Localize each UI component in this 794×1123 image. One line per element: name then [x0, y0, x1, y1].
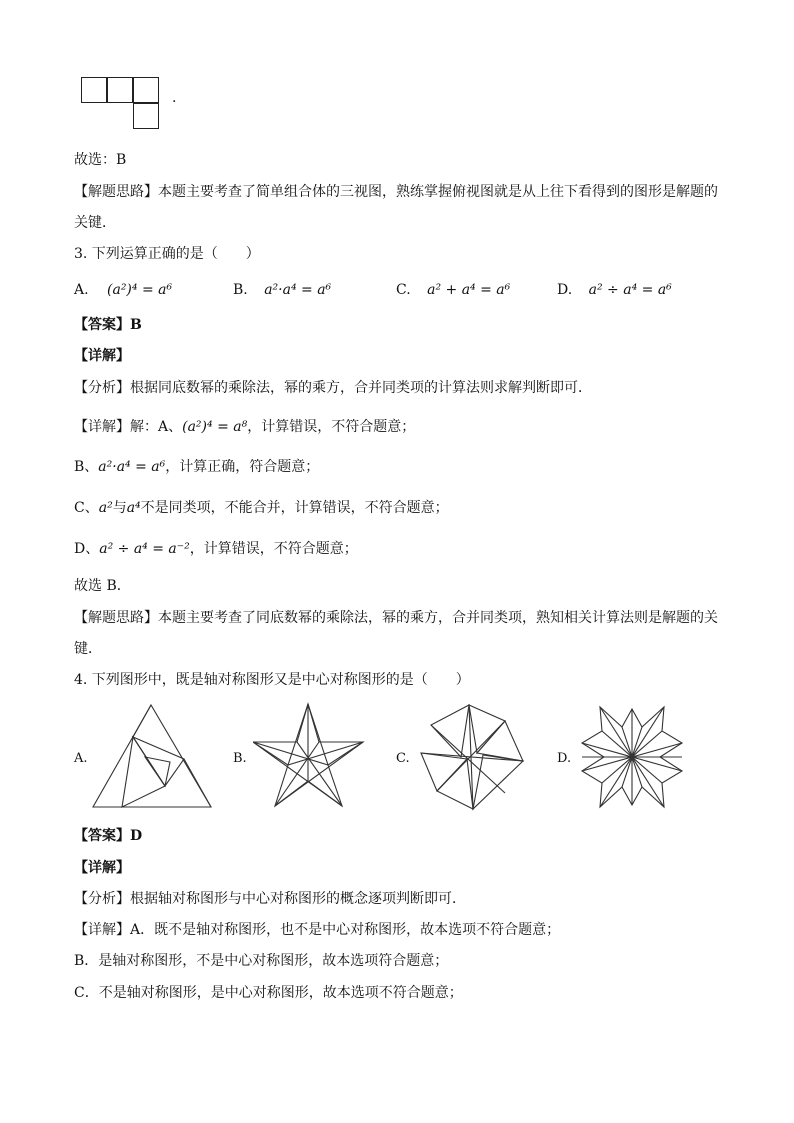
detail-tail: 不是同类项，不能合并，计算错误，不符合题意；	[140, 500, 449, 516]
q4-detail-c: C．不是轴对称图形，是中心对称图形，故本选项不符合题意；	[74, 985, 463, 1001]
figure-period: .	[172, 90, 177, 106]
figure-a-triangle	[90, 702, 215, 810]
q3-option-b	[233, 282, 331, 298]
grid-cell	[81, 77, 107, 103]
option-label: B.	[233, 282, 248, 298]
top-view-figure	[81, 77, 161, 129]
q3-choice: 故选 B．	[74, 578, 131, 594]
detail-tail: ，计算错误，不符合题意；	[247, 419, 416, 435]
grid-cell	[133, 77, 159, 103]
option-expr: (a²)⁴ = a⁶	[107, 282, 173, 298]
q3-option-a	[74, 282, 172, 298]
q2-tip-line1: 【解题思路】本题主要考查了简单组合体的三视图，熟练掌握俯视图就是从上往下看得到的图形是解题的	[74, 184, 718, 200]
q4-analysis: 【分析】根据轴对称图形与中心对称图形的概念逐项判断即可．	[74, 891, 466, 907]
detail-tail: ，计算正确，符合题意；	[165, 459, 320, 475]
blade-6	[421, 753, 467, 791]
outer-triangle	[93, 705, 211, 807]
q3-analysis: 【分析】根据同底数幂的乘除法，幂的乘方，合并同类项的计算法则求解判断即可．	[74, 380, 592, 396]
q4-detail-title: 【详解】	[74, 860, 130, 876]
q3-detail-c	[74, 498, 449, 518]
option-label: A.	[74, 282, 89, 298]
figure-d-star	[578, 703, 686, 811]
inner-triangle-2	[133, 737, 184, 786]
grid-cell	[133, 103, 159, 129]
q3-detail-b	[74, 457, 319, 477]
detail-prefix: D、	[74, 541, 100, 557]
q2-choice: 故选：B	[74, 152, 127, 168]
q4-detail-b: B．是轴对称图形，不是中心对称图形，故本选项符合题意；	[74, 953, 449, 969]
detail-expr: a²·a⁴ = a⁶	[98, 459, 166, 475]
q3-answer: 【答案】B	[74, 317, 142, 333]
detail-expr: a²	[98, 500, 113, 516]
blade-1	[431, 705, 469, 757]
q3-detail-title: 【详解】	[74, 348, 130, 364]
option-expr: a² + a⁴ = a⁶	[427, 282, 511, 298]
q3-option-d	[557, 282, 672, 298]
option-expr: a²·a⁴ = a⁶	[264, 282, 332, 298]
q4-label-a: A.	[74, 751, 88, 766]
blade-4	[473, 755, 523, 809]
detail-prefix: C、	[74, 500, 99, 516]
q4-detail-a: 【详解】A．既不是轴对称图形，也不是中心对称图形，故本选项不符合题意；	[74, 922, 561, 938]
q3-option-c	[396, 282, 510, 298]
q2-tip-line2: 关键．	[74, 215, 116, 231]
detail-prefix: 【详解】解：A、	[74, 419, 183, 435]
blade-2	[469, 705, 505, 753]
detail-prefix: B、	[74, 459, 99, 475]
q3-detail-a	[74, 417, 415, 437]
detail-mid: 与	[112, 500, 127, 516]
detail-expr: (a²)⁴ = a⁸	[182, 419, 248, 435]
blade-5	[437, 759, 473, 809]
detail-tail: ，计算错误，不符合题意；	[189, 541, 358, 557]
q4-label-c: C.	[396, 751, 410, 766]
q3-stem: 3. 下列运算正确的是（ ）	[74, 246, 260, 262]
q4-label-b: B.	[233, 751, 247, 766]
q4-label-d: D.	[557, 751, 572, 766]
q3-tip-line1: 【解题思路】本题主要考查了同底数幂的乘除法，幂的乘方，合并同类项，熟知相关计算法则是解题的关	[74, 610, 718, 626]
figure-b-star	[253, 702, 365, 810]
option-expr: a² ÷ a⁴ = a⁶	[588, 282, 672, 298]
q3-detail-d	[74, 539, 358, 559]
q4-stem: 4. 下列图形中，既是轴对称图形又是中心对称图形的是（ ）	[74, 672, 470, 688]
q4-answer: 【答案】D	[74, 828, 143, 844]
detail-expr: a² ÷ a⁴ = a⁻²	[99, 541, 190, 557]
figure-c-pinwheel	[417, 703, 527, 811]
option-label: C.	[396, 282, 411, 298]
option-label: D.	[557, 282, 573, 298]
grid-cell	[107, 77, 133, 103]
q3-tip-line2: 键．	[74, 641, 102, 657]
detail-expr: a⁴	[126, 500, 141, 516]
